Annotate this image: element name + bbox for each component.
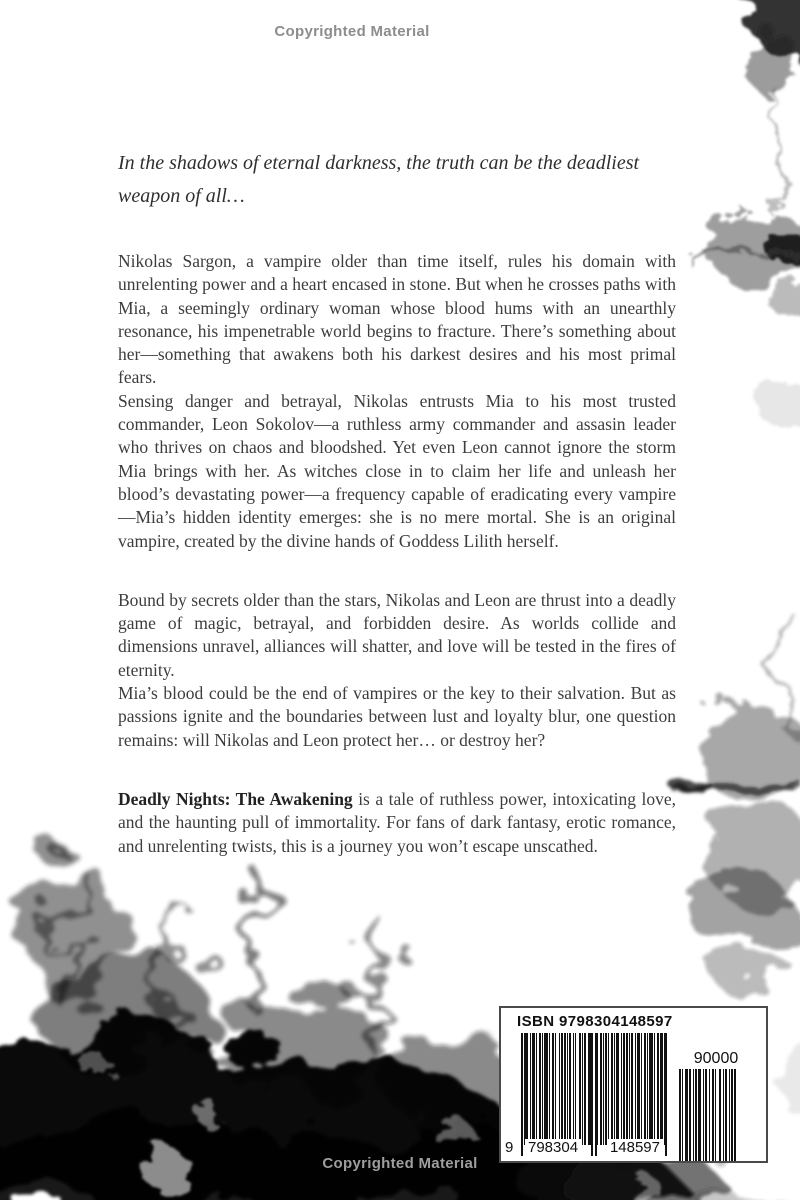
closing-text: is a tale of ruthless power, intoxicating love, and the haunting pull of immortality. For fans of dark fantasy, erotic romance, and unrelenting twists, this is a journey you won’t escape unscathed. <box>118 788 676 856</box>
synopsis-paragraph-4: Mia’s blood could be the end of vampires or the key to their salvation. But as passions ignite and the boundaries between lust and loyalty blur, one question remains: will Nikolas and Leon protect her… or destroy her? <box>118 683 676 750</box>
synopsis-block-2 <box>118 589 676 752</box>
tagline-line-2: weapon of all… <box>118 185 245 207</box>
barcode-digit-lead: 9 <box>505 1139 514 1156</box>
barcode-panel <box>499 1006 768 1163</box>
copyright-banner-top: Copyrighted Material <box>274 23 430 40</box>
synopsis-paragraph-1: Nikolas Sargon, a vampire older than time itself, rules his domain with unrelenting power and a heart encased in stone. But when he crosses paths with Mia, a seemingly ordinary woman whose blood hums with an unearthly resonance, his impenetrable world begins to fracture. There’s something about her—something that awakens both his darkest desires and his most primal fears. <box>118 251 676 388</box>
copyright-banner-bottom: Copyrighted Material <box>322 1155 478 1172</box>
synopsis <box>118 147 676 858</box>
synopsis-paragraph-2: Sensing danger and betrayal, Nikolas entrusts Mia to his most trusted commander, Leon Sokolov—a ruthless army commander and assasin leader who thrives on chaos and bloodshed. Yet even Leon cannot ignore the storm Mia brings with her. As witches close in to claim her life and unleash her blood’s devastating power—a frequency capable of eradicating every vampire—Mia’s hidden identity emerges: she is no mere mortal. She is an original vampire, created by the divine hands of Goddess Lilith herself. <box>118 390 676 551</box>
price-code: 90000 <box>693 1050 739 1067</box>
closing-paragraph <box>118 788 676 858</box>
ean-barcode-bars <box>521 1033 667 1145</box>
barcode-digit-group-1: 798304 <box>525 1139 581 1156</box>
barcode-row <box>501 1033 766 1161</box>
ean-barcode <box>505 1033 667 1157</box>
price-supplement-bars <box>679 1069 753 1161</box>
tagline-line-1: In the shadows of eternal darkness, the truth can be the deadliest <box>118 152 640 174</box>
synopsis-block-1 <box>118 250 676 553</box>
barcode-digits <box>525 1139 663 1156</box>
book-title: Deadly Nights: The Awakening <box>118 788 353 809</box>
synopsis-paragraph-3: Bound by secrets older than the stars, Nikolas and Leon are thrust into a deadly game of magic, betrayal, and forbidden desire. As worlds collide and dimensions unravel, alliances will shatter, and love will be tested in the fires of eternity. <box>118 589 676 680</box>
price-supplement-barcode <box>679 1051 753 1161</box>
synopsis-block-3 <box>118 788 676 858</box>
isbn-number: ISBN 9798304148597 <box>517 1013 673 1030</box>
barcode-digit-group-2: 148597 <box>607 1139 663 1156</box>
tagline <box>118 147 676 213</box>
